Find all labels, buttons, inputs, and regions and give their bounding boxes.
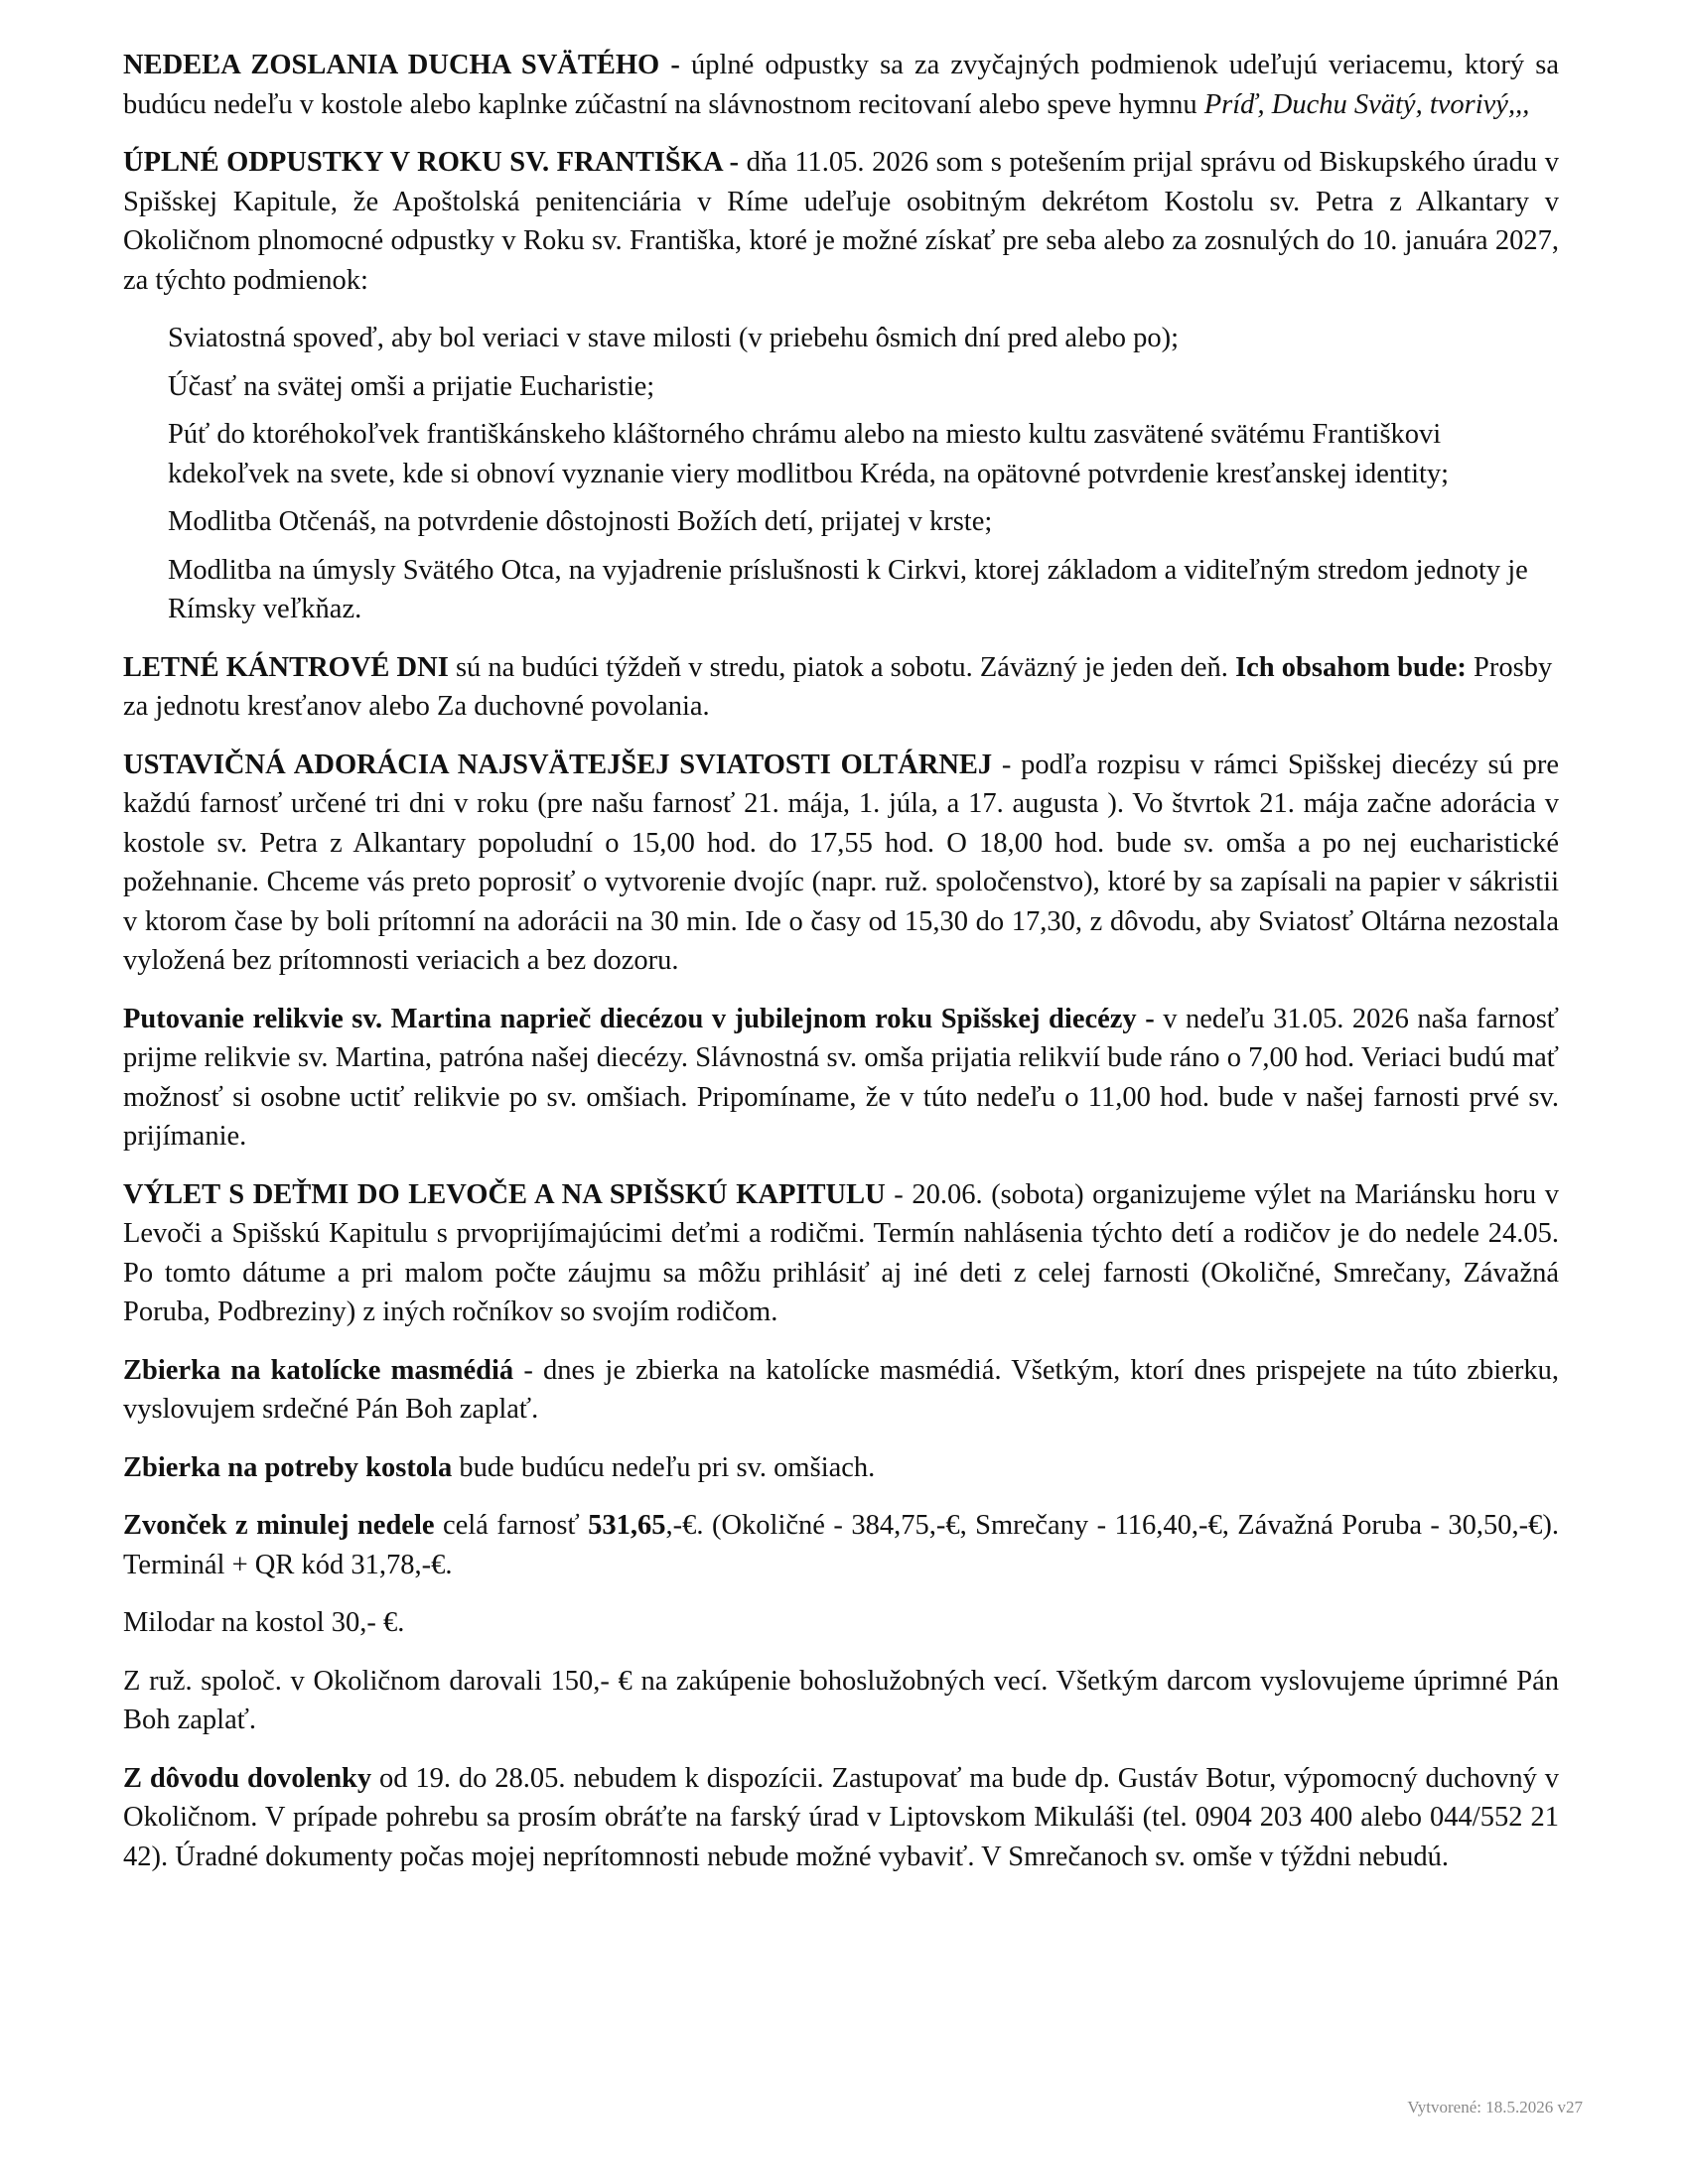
paragraph-relic — [123, 1000, 1559, 1157]
heading-adoration: USTAVIČNÁ ADORÁCIA NAJSVÄTEJŠEJ SVIATOSTI OLTÁRNEJ — [123, 749, 993, 780]
heading-trip: VÝLET S DEŤMI DO LEVOČE A NA SPIŠSKÚ KAPITULU — [123, 1178, 886, 1210]
condition-item: Účasť na svätej omši a prijatie Eucharistie; — [168, 370, 655, 402]
text-church-collection: bude budúcu nedeľu pri sv. omšiach. — [452, 1451, 876, 1483]
paragraph-church-collection — [123, 1448, 1559, 1488]
collection-total-amount: 531,65 — [588, 1510, 666, 1541]
condition-item: Púť do ktoréhokoľvek františkánskeho kláštorného chrámu alebo na miesto kultu zasvätené svätému Františkovi kdekoľvek na svete, kde si obnoví vyznanie viery modlitbou Kréda, na opätovné potvrdenie kresťanskej identity; — [168, 419, 1450, 489]
paragraph-mass-media-collection — [123, 1351, 1559, 1430]
paragraph-bell-collection — [123, 1506, 1559, 1584]
footer-created-stamp: Vytvorené: 18.5.2026 v27 — [1407, 2098, 1583, 2116]
condition-item: Modlitba na úmysly Svätého Otca, na vyjadrenie príslušnosti k Cirkvi, ktorej základom a viditeľným stredom jednoty je Rímsky veľkňaz. — [168, 554, 1528, 624]
ember-days-content-label: Ich obsahom bude: — [1235, 651, 1467, 683]
heading-ember-days: LETNÉ KÁNTROVÉ DNI — [123, 651, 449, 683]
conditions-list — [168, 319, 1559, 629]
heading-mass-media-collection: Zbierka na katolícke masmédiá — [123, 1354, 514, 1386]
paragraph-adoration — [123, 746, 1559, 981]
text-adoration: - podľa rozpisu v rámci Spišskej diecézy sú pre každú farnosť určené tri dni v roku (pre našu farnosť 21. mája, 1. júla, a 17. augusta ). Vo štvrtok 21. mája začne adorácia v kostole sv. Petra z Alkantary popoludní o 15,00 hod. do 17,55 hod. O 18,00 hod. bude sv. omša a po nej eucharistické požehnanie. Chceme vás preto poprosiť o vytvorenie dvojíc (napr. ruž. spoločenstvo), ktoré by sa zapísali na papier v sákristii v ktorom čase by boli prítomní na adorácii na 30 min. Ide o časy od 15,30 do 17,30, z dôvodu, aby Sviatosť Oltárna nezostala vyložená bez prítomnosti veriacich a bez dozoru. — [123, 749, 1559, 976]
heading-bell-collection: Zvonček z minulej nedele — [123, 1510, 435, 1541]
text-pentecost: úplné odpustky sa za zvyčajných podmienok udeľujú veriacemu, ktorý sa budúcu nedeľu v kostole alebo kaplnke zúčastní na slávnostnom recitovaní alebo speve hymnu — [123, 50, 1559, 120]
heading-pentecost: NEDEĽA ZOSLANIA DUCHA SVÄTÉHO - — [123, 50, 680, 80]
text-bell-collection-details: ,-€. (Okoličné - 384,75,-€, Smrečany - 116,40,-€, Závažná Poruba - 30,50,-€). Terminál + QR kód 31,78,-€. — [123, 1510, 1559, 1580]
text-ember-days-content: Prosby za jednotu kresťanov alebo Za duchovné povolania. — [123, 651, 1553, 722]
heading-relic: Putovanie relikvie sv. Martina naprieč diecézou v jubilejnom roku Spišskej diecézy - — [123, 1003, 1155, 1034]
paragraph-rosary-donation — [123, 1662, 1559, 1740]
announcements-document — [123, 46, 1559, 1895]
paragraph-donation — [123, 1603, 1559, 1643]
condition-item: Sviatostná spoveď, aby bol veriaci v stave milosti (v priebehu ôsmich dní pred alebo po); — [168, 323, 1180, 353]
paragraph-ember-days — [123, 648, 1559, 727]
text-trip: - 20.06. (sobota) organizujeme výlet na Mariánsku horu v Levoči a Spišskú Kapitulu s prvoprijímajúcimi deťmi a rodičmi. Termín nahlásenia týchto detí a rodičov je do nedele 24.05. Po tomto dátume a pri malom počte záujmu sa môžu prihlásiť aj iné deti z celej farnosti (Okoličné, Smrečany, Závažná Poruba, Podbreziny) z iných ročníkov so svojím rodičom. — [123, 1178, 1559, 1327]
condition-item: Modlitba Otčenáš, na potvrdenie dôstojnosti Božích detí, prijatej v krste; — [168, 506, 993, 537]
heading-vacation: Z dôvodu dovolenky — [123, 1762, 372, 1794]
text-vacation: od 19. do 28.05. nebudem k dispozícii. Zastupovať ma bude dp. Gustáv Botur, výpomocný duchovný v Okoličnom. V prípade pohrebu sa prosím obráťte na farský úrad v Liptovskom Mikuláši (tel. 0904 203 400 alebo 044/552 21 42). Úradné dokumenty počas mojej neprítomnosti nebude možné vybaviť. V Smrečanoch sv. omše v týždni nebudú. — [123, 1762, 1559, 1872]
paragraph-indulgences — [123, 143, 1559, 300]
heading-indulgences: ÚPLNÉ ODPUSTKY V ROKU SV. FRANTIŠKA - — [123, 147, 740, 178]
text-rosary-donation: Z ruž. spoloč. v Okoličnom darovali 150,- € na zakúpenie bohoslužobných vecí. Všetkým darcom vyslovujeme úprimné Pán Boh zaplať. — [123, 1665, 1559, 1735]
text-ember-days: sú na budúci týždeň v stredu, piatok a sobotu. Záväzný je jeden deň. — [448, 651, 1236, 683]
text-indulgences: dňa 11.05. 2026 som s potešením prijal správu od Biskupského úradu v Spišskej Kapitule, že Apoštolská penitenciária v Ríme udeľuje osobitným dekrétom Kostolu sv. Petra z Alkantary v Okoličnom plnomocné odpustky v Roku sv. Františka, ktoré je možné získať pre seba alebo za zosnulých do 10. januára 2027, za týchto podmienok: — [123, 147, 1559, 296]
paragraph-vacation — [123, 1759, 1559, 1877]
text-mass-media-collection: - dnes je zbierka na katolícke masmédiá. Všetkým, ktorí dnes prispejete na túto zbierku, vyslovujem srdečné Pán Boh zaplať. — [123, 1354, 1559, 1425]
text-bell-collection: celá farnosť — [434, 1510, 589, 1541]
paragraph-trip — [123, 1175, 1559, 1332]
text-relic: v nedeľu 31.05. 2026 naša farnosť prijme relikvie sv. Martina, patróna našej diecézy. Slávnostná sv. omša prijatia relikvií bude ráno o 7,00 hod. Veriaci budú mať možnosť si osobne uctiť relikvie po sv. omšiach. Pripomíname, že v túto nedeľu o 11,00 hod. bude v našej farnosti prvé sv. prijímanie. — [123, 1003, 1559, 1152]
hymn-title: Príď, Duchu Svätý, tvorivý,,, — [1203, 88, 1530, 120]
paragraph-pentecost — [123, 46, 1559, 124]
heading-church-collection: Zbierka na potreby kostola — [123, 1451, 453, 1483]
text-donation: Milodar na kostol 30,- €. — [123, 1607, 405, 1638]
